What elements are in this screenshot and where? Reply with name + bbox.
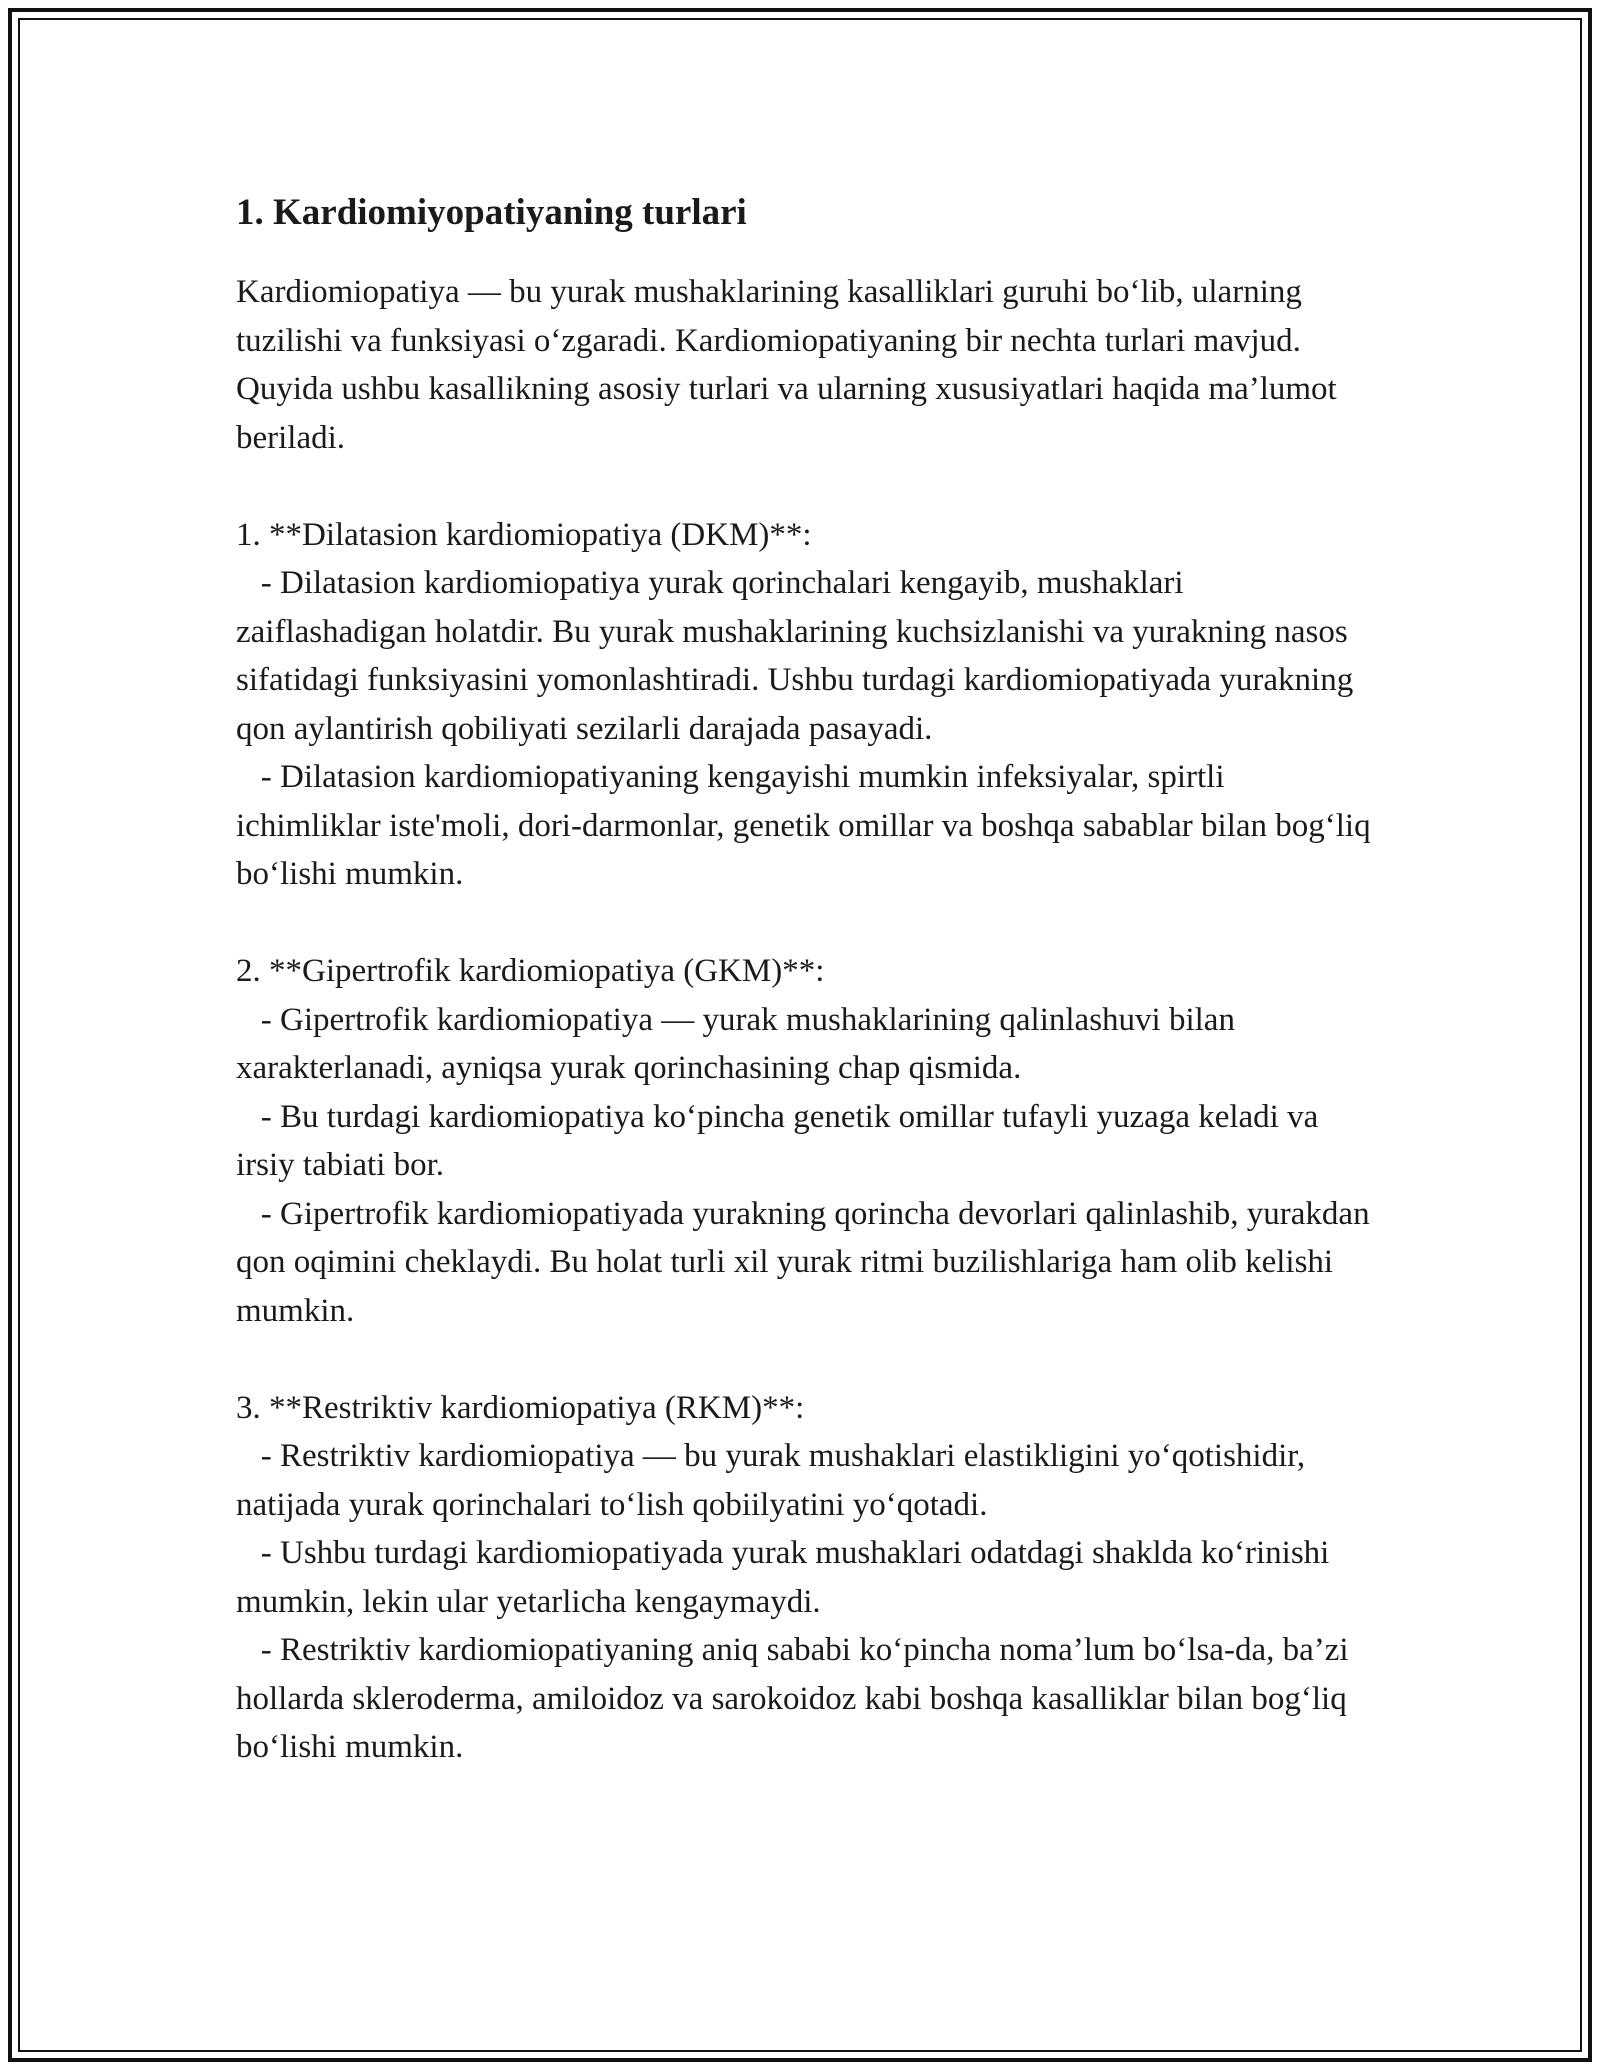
spacer [236, 462, 1376, 511]
rkm-item-1: - Restriktiv kardiomiopatiya — bu yurak mushaklari elastikligini yo‘qotishidir, natijada yurak qorinchalari to‘lish qobiilyatini yo‘qotadi. [236, 1438, 1314, 1523]
section-heading: 1. Kardiomiyopatiyaning turlari [236, 192, 747, 233]
dkm-title: 1. **Dilatasion kardiomiopatiya (DKM)**: [236, 516, 812, 553]
gkm-item-3: - Gipertrofik kardiomiopatiyada yurakning qorincha devorlari qalinlashib, yurakdan qon oqimini cheklaydi. Bu holat turli xil yurak ritmi buzilishlariga ham olib kelishi mumkin. [236, 1195, 1378, 1329]
rkm-item-3: - Restriktiv kardiomiopatiyaning aniq sababi ko‘pincha noma’lum bo‘lsa-da, ba’zi hollarda skleroderma, amiloidoz va sarokoidoz kabi boshqa kasalliklar bilan bog‘liq bo‘lishi mumkin. [236, 1632, 1357, 1765]
gkm-item-2: - Bu turdagi kardiomiopatiya ko‘pincha genetik omillar tufayli yuzaga keladi va irsiy tabiati bor. [236, 1098, 1327, 1183]
intro-paragraph: Kardiomiopatiya — bu yurak mushaklarining kasalliklari guruhi bo‘lib, ularning tuzilishi va funksiyasi o‘zgaradi. Kardiomiopatiyaning bir nechta turlari mavjud. Quyida ushbu kasallikning asosiy turlari va ularning xususiyatlari haqida ma’lumot beriladi. [236, 274, 1345, 456]
gkm-item-1: - Gipertrofik kardiomiopatiya — yurak mushaklarining qalinlashuvi bilan xarakterlanadi, ayniqsa yurak qorinchasining chap qismida. [236, 1001, 1244, 1086]
document-body [236, 186, 1379, 1772]
rkm-title: 3. **Restriktiv kardiomiopatiya (RKM)**: [236, 1389, 805, 1426]
spacer [236, 1335, 1376, 1384]
rkm-item-2: - Ushbu turdagi kardiomiopatiyada yurak mushaklari odatdagi shaklda ko‘rinishi mumkin, lekin ular yetarlicha kengaymaydi. [236, 1535, 1338, 1620]
dkm-item-2: - Dilatasion kardiomiopatiyaning kengayishi mumkin infeksiyalar, spirtli ichimliklar iste'moli, dori-darmonlar, genetik omillar va boshqa sabablar bilan bog‘liq bo‘lishi mumkin. [236, 759, 1379, 892]
dkm-item-1: - Dilatasion kardiomiopatiya yurak qorinchalari kengayib, mushaklari zaiflashadigan holatdir. Bu yurak mushaklarining kuchsizlanishi va yurakning nasos sifatidagi funksiyasini yomonlashtiradi. Ushbu turdagi kardiomiopatiyada yurakning qon aylantirish qobiliyati sezilarli darajada pasayadi. [236, 565, 1362, 747]
spacer [236, 899, 1376, 948]
gkm-title: 2. **Gipertrofik kardiomiopatiya (GKM)**: [236, 953, 825, 989]
